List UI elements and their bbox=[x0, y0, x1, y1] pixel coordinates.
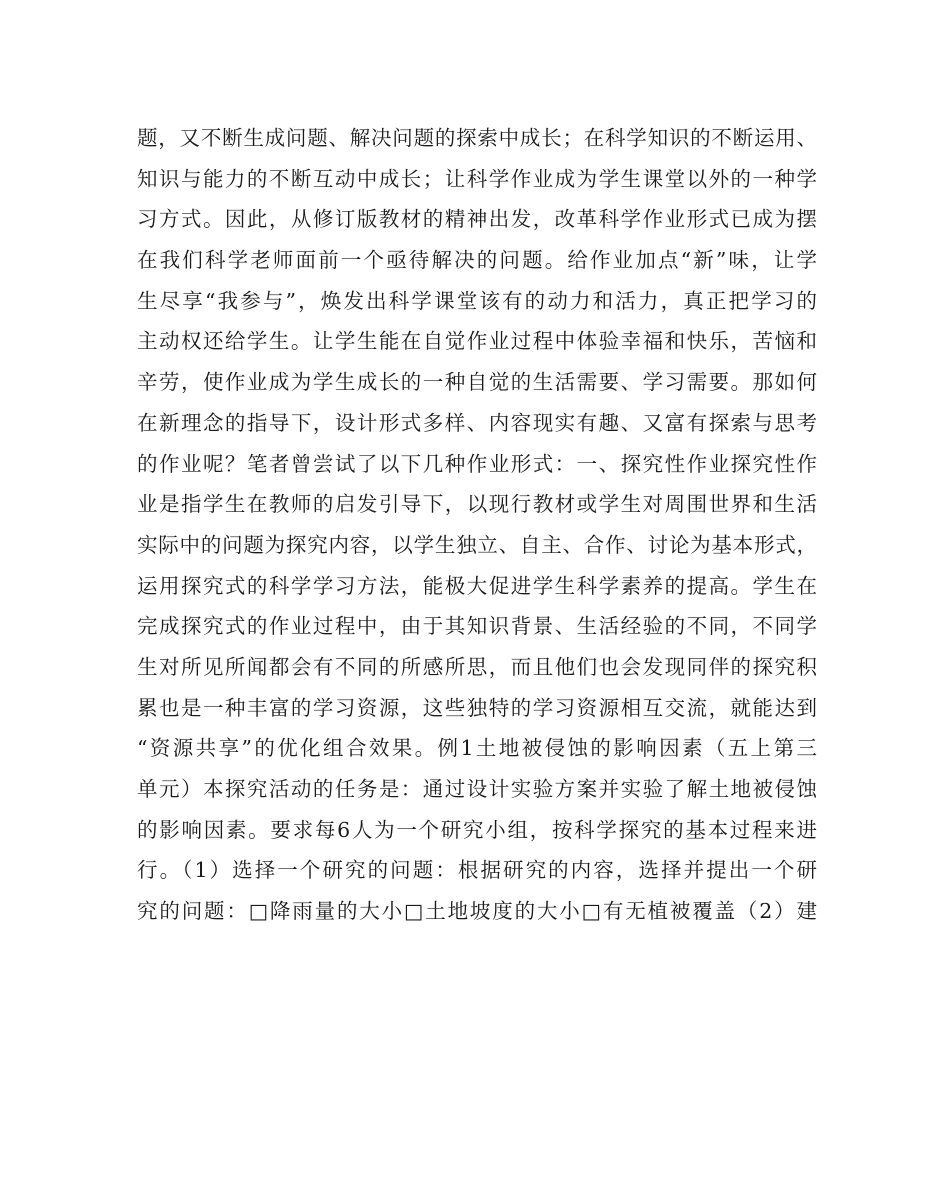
text-line: 单元）本探究活动的任务是：通过设计实验方案并实验了解土地被侵蚀 bbox=[137, 777, 817, 801]
text-line: 行。（1）选择一个研究的问题：根据研究的内容，选择并提出一个研 bbox=[137, 858, 817, 883]
text-line: 习方式。因此，从修订版教材的精神出发，改革科学作业形式已成为摆 bbox=[137, 207, 817, 232]
text-line: 生对所见所闻都会有不同的所感所思，而且他们也会发现同伴的探究积 bbox=[137, 654, 817, 679]
text-line: 运用探究式的科学学习方法，能极大促进学生科学素养的提高。学生在 bbox=[137, 573, 817, 598]
text-line: 的影响因素。要求每6人为一个研究小组，按科学探究的基本过程来进 bbox=[137, 817, 817, 842]
text-line: 完成探究式的作业过程中，由于其知识背景、生活经验的不同，不同学 bbox=[137, 614, 817, 639]
text-line: 题，又不断生成问题、解决问题的探索中成长；在科学知识的不断运用、 bbox=[137, 126, 817, 150]
text-line: 辛劳，使作业成为学生成长的一种自觉的生活需要、学习需要。那如何 bbox=[137, 370, 817, 395]
text-line: 的作业呢？笔者曾尝试了以下几种作业形式：一、探究性作业探究性作 bbox=[137, 451, 817, 476]
text-line: 实际中的问题为探究内容，以学生独立、自主、合作、讨论为基本形式， bbox=[137, 532, 817, 557]
text-line: 累也是一种丰富的学习资源，这些独特的学习资源相互交流，就能达到 bbox=[137, 695, 817, 720]
text-line: 究的问题：□降雨量的大小□土地坡度的大小□有无植被覆盖（2）建 bbox=[137, 899, 817, 924]
text-line: 在我们科学老师面前一个亟待解决的问题。给作业加点“新”味，让学 bbox=[137, 248, 817, 273]
text-line: 知识与能力的不断互动中成长；让科学作业成为学生课堂以外的一种学 bbox=[137, 166, 817, 191]
text-line: 生尽享“我参与”，焕发出科学课堂该有的动力和活力，真正把学习的 bbox=[137, 288, 817, 313]
body-text bbox=[137, 118, 817, 932]
text-line: “资源共享”的优化组合效果。例1土地被侵蚀的影响因素（五上第三 bbox=[137, 736, 817, 761]
text-line: 主动权还给学生。让学生能在自觉作业过程中体验幸福和快乐，苦恼和 bbox=[137, 329, 817, 354]
text-line: 业是指学生在教师的启发引导下，以现行教材或学生对周围世界和生活 bbox=[137, 492, 817, 517]
text-line: 在新理念的指导下，设计形式多样、内容现实有趣、又富有探索与思考 bbox=[137, 410, 817, 435]
